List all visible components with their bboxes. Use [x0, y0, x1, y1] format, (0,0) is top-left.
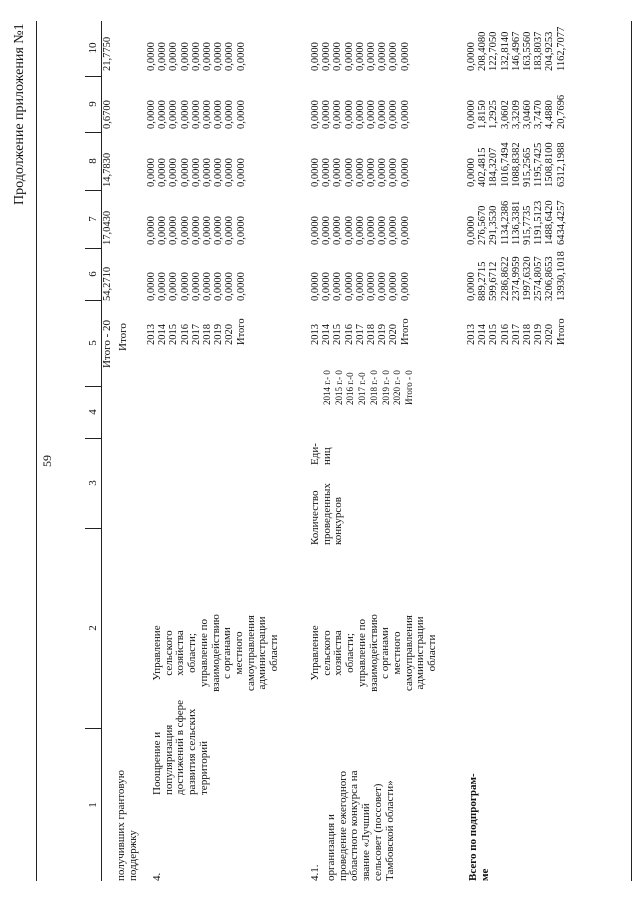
row41-col7: 0,0000 0,0000 0,0000 0,0000 0,0000 0,0000 0,0000 0,0000 0,0000 [310, 216, 411, 245]
row41-targets: 2014 г.- 0 2015 г.- 0 2016 г.-0 2017 г.-0 2018 г.- 0 2019 г.- 0 2020 г.- 0 Итого - 0 [322, 370, 414, 405]
row4-col7: 0,0000 0,0000 0,0000 0,0000 0,0000 0,0000 0,0000 0,0000 0,0000 [146, 216, 247, 245]
header-col-7: 7 [85, 190, 101, 249]
row41-indicator: Количество проведенных конкурсов [309, 483, 345, 545]
total-col7: 0,0000 276,5670 291,3530 1134,2386 1136,3381 915,7735 1191,5123 1488,6420 6434,4257 [466, 200, 567, 245]
row41-executor: Управление сельского хозяйства области; управление по взаимодействию с органами местного самоуправления администрации области [309, 614, 439, 692]
appendix-title: Продолжение приложения №1 [12, 23, 27, 205]
row41-col6: 0,0000 0,0000 0,0000 0,0000 0,0000 0,0000 0,0000 0,0000 0,0000 [310, 272, 411, 301]
total-col10: 0,0000 208,4080 122,7050 132,8140 146,4967 163,5560 183,8037 204,9253 1162,7077 [466, 26, 567, 71]
total-col9: 0,0000 1,8150 1,2925 3,0602 3,3209 3,0460 3,7470 4,4880 20,7696 [466, 94, 567, 129]
row4-col10: 0,0000 0,0000 0,0000 0,0000 0,0000 0,0000 0,0000 0,0000 0,0000 [146, 42, 247, 71]
header-col-5: 5 [85, 300, 101, 387]
top-total-col8: 14,7830 [102, 152, 113, 187]
row41-number: 4.1. [309, 864, 321, 881]
row4-title: Поощрение и популяризация достижений в сфере развития сельских территорий [151, 699, 210, 795]
prev-row-text: получивших грантовую поддержку [115, 770, 139, 881]
row41-col10: 0,0000 0,0000 0,0000 0,0000 0,0000 0,0000 0,0000 0,0000 0,0000 [310, 42, 411, 71]
row4-years: 2013 2014 2015 2016 2017 2018 2019 2020 Итого [146, 318, 247, 345]
total-title: Всего по подпрограм- ме [467, 773, 491, 881]
total-years: 2013 2014 2015 2016 2017 2018 2019 2020 Итого [466, 318, 567, 345]
row41-col8: 0,0000 0,0000 0,0000 0,0000 0,0000 0,0000 0,0000 0,0000 0,0000 [310, 158, 411, 187]
row4-number: 4. [151, 872, 163, 881]
row41-years: 2013 2014 2015 2016 2017 2018 2019 2020 Итого [310, 318, 411, 345]
header-col-4: 4 [85, 386, 101, 439]
row41-col9: 0,0000 0,0000 0,0000 0,0000 0,0000 0,0000 0,0000 0,0000 0,0000 [310, 100, 411, 129]
top-row-label: Итого - 20 [101, 320, 113, 369]
row41-unit: Еди- ниц [309, 443, 333, 465]
header-col-6: 6 [85, 248, 101, 301]
header-col-2: 2 [85, 528, 101, 729]
header-col-9: 9 [85, 76, 101, 133]
header-col-8: 8 [85, 132, 101, 191]
row41-title: организация и проведение ежегодного областного конкурса на звание «Лучший сельсовет (поссовет) Тамбовской области» [325, 770, 396, 881]
top-total-col10: 21,7750 [102, 36, 113, 71]
top-row-itogo: Итого [117, 323, 129, 351]
header-col-1: 1 [87, 802, 99, 808]
row4-col8: 0,0000 0,0000 0,0000 0,0000 0,0000 0,0000 0,0000 0,0000 0,0000 [146, 158, 247, 187]
total-col6: 0,0000 889,2715 599,6712 2286,8622 2374,9959 1997,6320 2574,8057 3206,8653 13930,1018 [466, 251, 567, 301]
top-total-col9: 0,6700 [102, 100, 113, 129]
total-col8: 0,0000 402,4815 184,3207 1016,7494 1088,8382 915,2565 1195,7425 1508,8100 6312,1988 [466, 142, 567, 187]
table-header-row [85, 21, 102, 881]
row4-executor: Управление сельского хозяйства области; управление по взаимодействию с органами местного самоуправления администрации области [151, 614, 281, 692]
header-col-3: 3 [85, 438, 101, 529]
header-col-10: 10 [85, 20, 101, 77]
row4-col9: 0,0000 0,0000 0,0000 0,0000 0,0000 0,0000 0,0000 0,0000 0,0000 [146, 100, 247, 129]
top-total-col7: 17,0430 [102, 210, 113, 245]
page-number: 59 [40, 455, 54, 467]
top-total-col6: 54,2710 [102, 266, 113, 301]
row4-col6: 0,0000 0,0000 0,0000 0,0000 0,0000 0,0000 0,0000 0,0000 0,0000 [146, 272, 247, 301]
